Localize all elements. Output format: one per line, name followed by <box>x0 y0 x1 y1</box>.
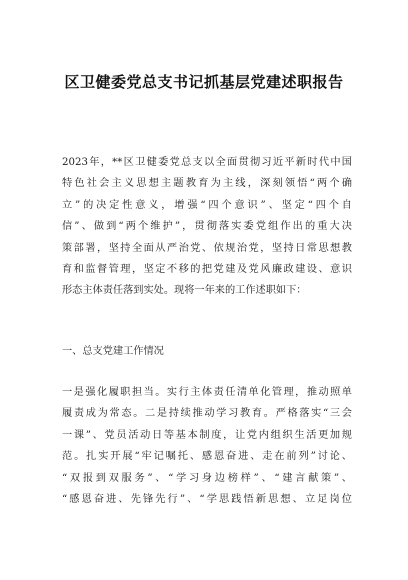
intro-line: 策部署，坚持全面从严治党、依规治党，坚持日常思想教 <box>62 242 352 254</box>
intro-line: 育和监督管理，坚定不移的把党建及党风廉政建设、意识 <box>62 263 352 275</box>
section-line: 一课”、党员活动日等基本制度，让党内组织生活更加规 <box>62 429 352 441</box>
section-line: 履责成为常态。二是持续推动学习教育。严格落实“三会 <box>62 408 352 420</box>
section-line: “双报到双服务”、“学习身边榜样”、“建言献策”、 <box>62 472 352 484</box>
section-paragraph <box>62 382 352 510</box>
intro-line: 特色社会主义思想主题教育为主线，深刻领悟“两个确 <box>62 178 352 190</box>
section-line: 一是强化履职担当。实行主体责任清单化管理，推动照单 <box>62 387 352 398</box>
section-line: 范。扎实开展“牢记嘱托、感恩奋进、走在前列”讨论、 <box>62 451 352 463</box>
document-title: 区卫健委党总支书记抓基层党建述职报告 <box>64 73 344 91</box>
intro-paragraph <box>62 152 352 302</box>
intro-line: 立”的决定性意义，增强“四个意识”、坚定“四个自 <box>62 199 352 211</box>
intro-line: 形态主体责任落到实处。现将一年来的工作述职如下： <box>62 285 307 297</box>
section-line: “感恩奋进、先锋先行”、“学思践悟新思想、立足岗位 <box>62 493 352 505</box>
section-heading: 一、总支党建工作情况 <box>62 346 164 357</box>
intro-line: 信”、做到“两个维护”，贯彻落实委党组作出的重大决 <box>62 221 352 233</box>
intro-line: 2023年，**区卫健委党总支以全面贯彻习近平新时代中国 <box>62 157 352 168</box>
